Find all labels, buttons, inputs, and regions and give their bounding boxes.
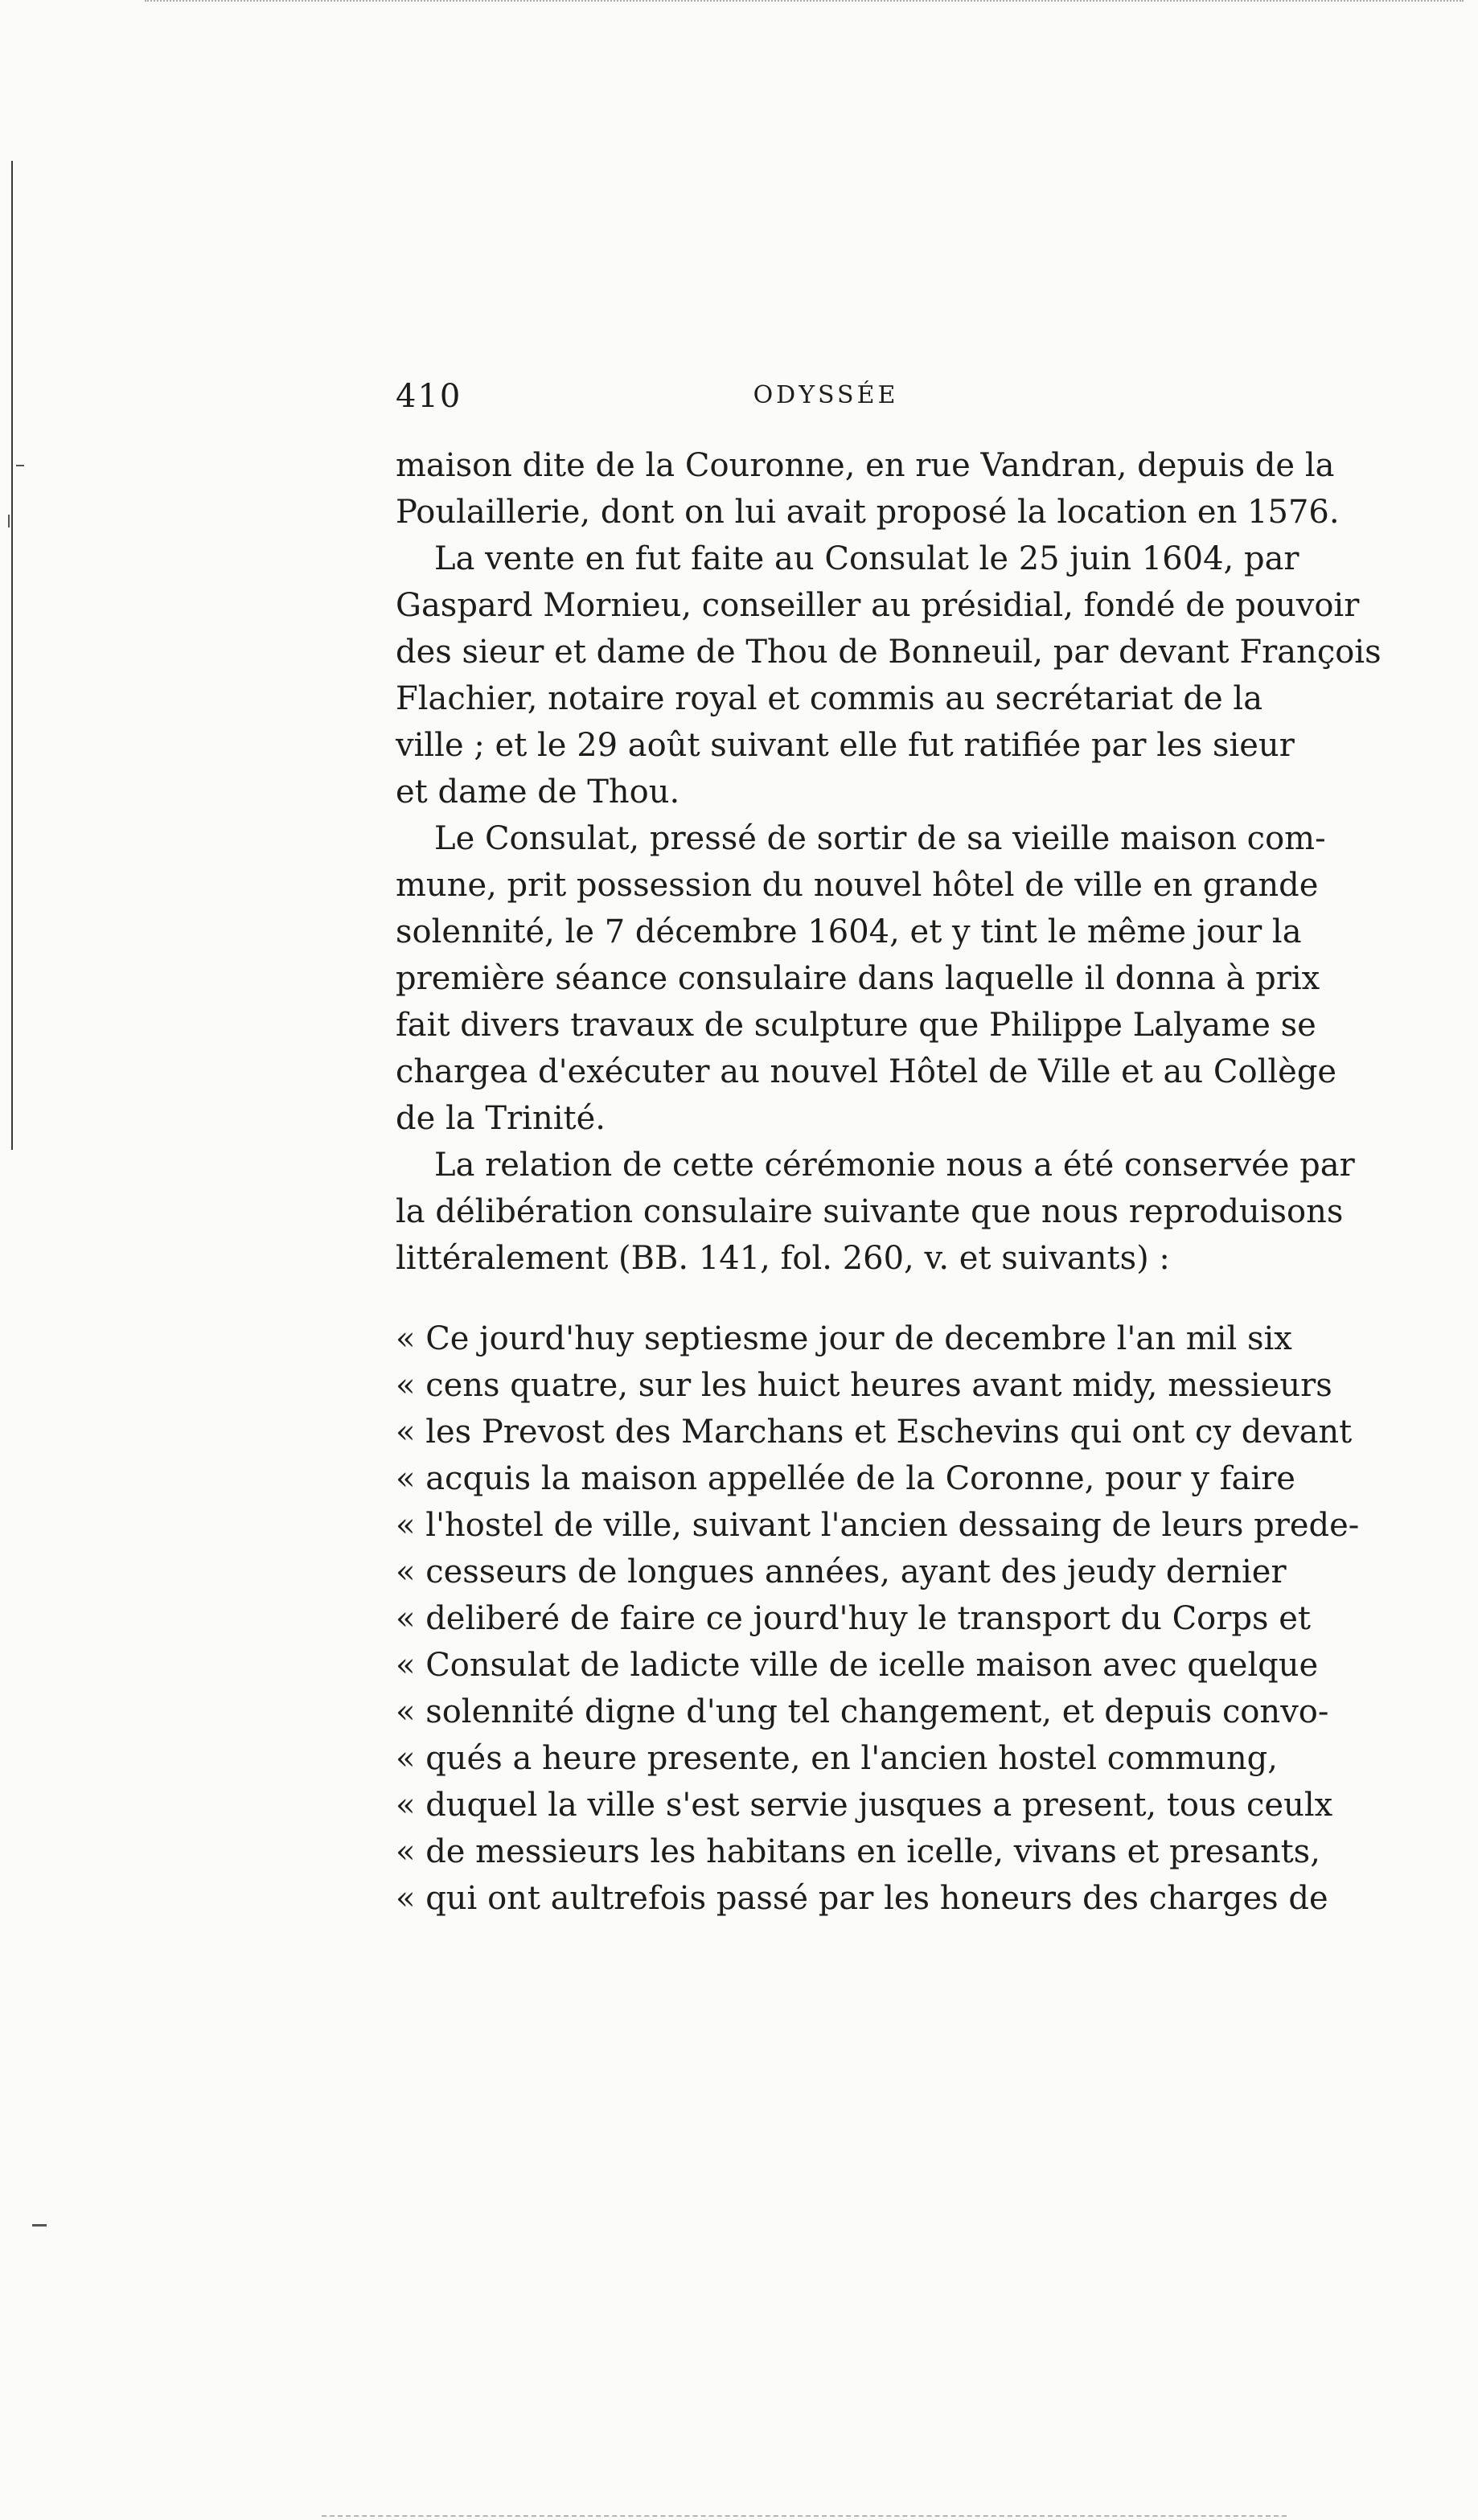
text-line: Poulaillerie, dont on lui avait proposé la location en 1576. (396, 494, 1340, 531)
quote-line: « acquis la maison appellée de la Coronne, pour y faire (396, 1460, 1295, 1497)
page-number: 410 (396, 378, 462, 415)
quote-line: « de messieurs les habitans en icelle, vivans et presants, (396, 1833, 1320, 1870)
text-line: maison dite de la Couronne, en rue Vandran, depuis de la (396, 447, 1335, 484)
quote-line: « Consulat de ladicte ville de icelle maison avec quelque (396, 1647, 1319, 1684)
quote-line: « duquel la ville s'est servie jusques a present, tous ceulx (396, 1787, 1333, 1824)
quote-line: « Ce jourd'huy septiesme jour de decembre l'an mil six (396, 1320, 1292, 1357)
scan-mark (8, 515, 10, 527)
text-line: première séance consulaire dans laquelle il donna à prix (396, 960, 1320, 997)
main-paragraphs (396, 442, 1382, 1282)
section-gap (396, 1282, 1256, 1315)
text-line: La relation de cette cérémonie nous a été conservée par (434, 1147, 1355, 1184)
text-line: la délibération consulaire suivante que nous reproduisons (396, 1193, 1344, 1230)
quote-line: « qués a heure presente, en l'ancien hostel commung, (396, 1740, 1278, 1777)
scan-left-edge-line (11, 161, 13, 1150)
text-line: de la Trinité. (396, 1100, 606, 1137)
text-line: Le Consulat, pressé de sortir de sa vieille maison com- (434, 820, 1326, 857)
quote-line: « solennité digne d'ung tel changement, et depuis convo- (396, 1693, 1329, 1730)
text-line: chargea d'exécuter au nouvel Hôtel de Ville et au Collège (396, 1053, 1337, 1090)
scan-bottom-edge (322, 2515, 1287, 2517)
quoted-deliberation (396, 1315, 1360, 1922)
text-line: Flachier, notaire royal et commis au secrétariat de la (396, 680, 1263, 717)
quote-line: « l'hostel de ville, suivant l'ancien dessaing de leurs prede- (396, 1507, 1360, 1544)
text-line: littéralement (BB. 141, fol. 260, v. et suivants) : (396, 1240, 1170, 1277)
running-head: ODYSSÉE (753, 381, 899, 409)
text-line: et dame de Thou. (396, 774, 680, 811)
quote-line: « qui ont aultrefois passé par les honeurs des charges de (396, 1880, 1328, 1917)
page-header (396, 378, 1256, 426)
text-line: solennité, le 7 décembre 1604, et y tint le même jour la (396, 913, 1302, 950)
text-line: La vente en fut faite au Consulat le 25 juin 1604, par (434, 540, 1299, 577)
quote-line: « cesseurs de longues années, ayant des jeudy dernier (396, 1553, 1287, 1590)
text-line: fait divers travaux de sculpture que Philippe Lalyame se (396, 1007, 1316, 1044)
scan-mark (32, 2224, 47, 2227)
quote-line: « deliberé de faire ce jourd'huy le transport du Corps et (396, 1600, 1311, 1637)
scan-mark (16, 465, 24, 466)
body-text (396, 442, 1382, 1922)
quote-line: « les Prevost des Marchans et Eschevins qui ont cy devant (396, 1414, 1353, 1451)
scan-top-edge (145, 0, 1464, 6)
text-line: mune, prit possession du nouvel hôtel de ville en grande (396, 867, 1319, 904)
text-line: des sieur et dame de Thou de Bonneuil, par devant François (396, 634, 1382, 671)
text-line: Gaspard Mornieu, conseiller au présidial, fondé de pouvoir (396, 587, 1360, 624)
text-line: ville ; et le 29 août suivant elle fut ratifiée par les sieur (396, 727, 1295, 764)
quote-line: « cens quatre, sur les huict heures avant midy, messieurs (396, 1367, 1332, 1404)
